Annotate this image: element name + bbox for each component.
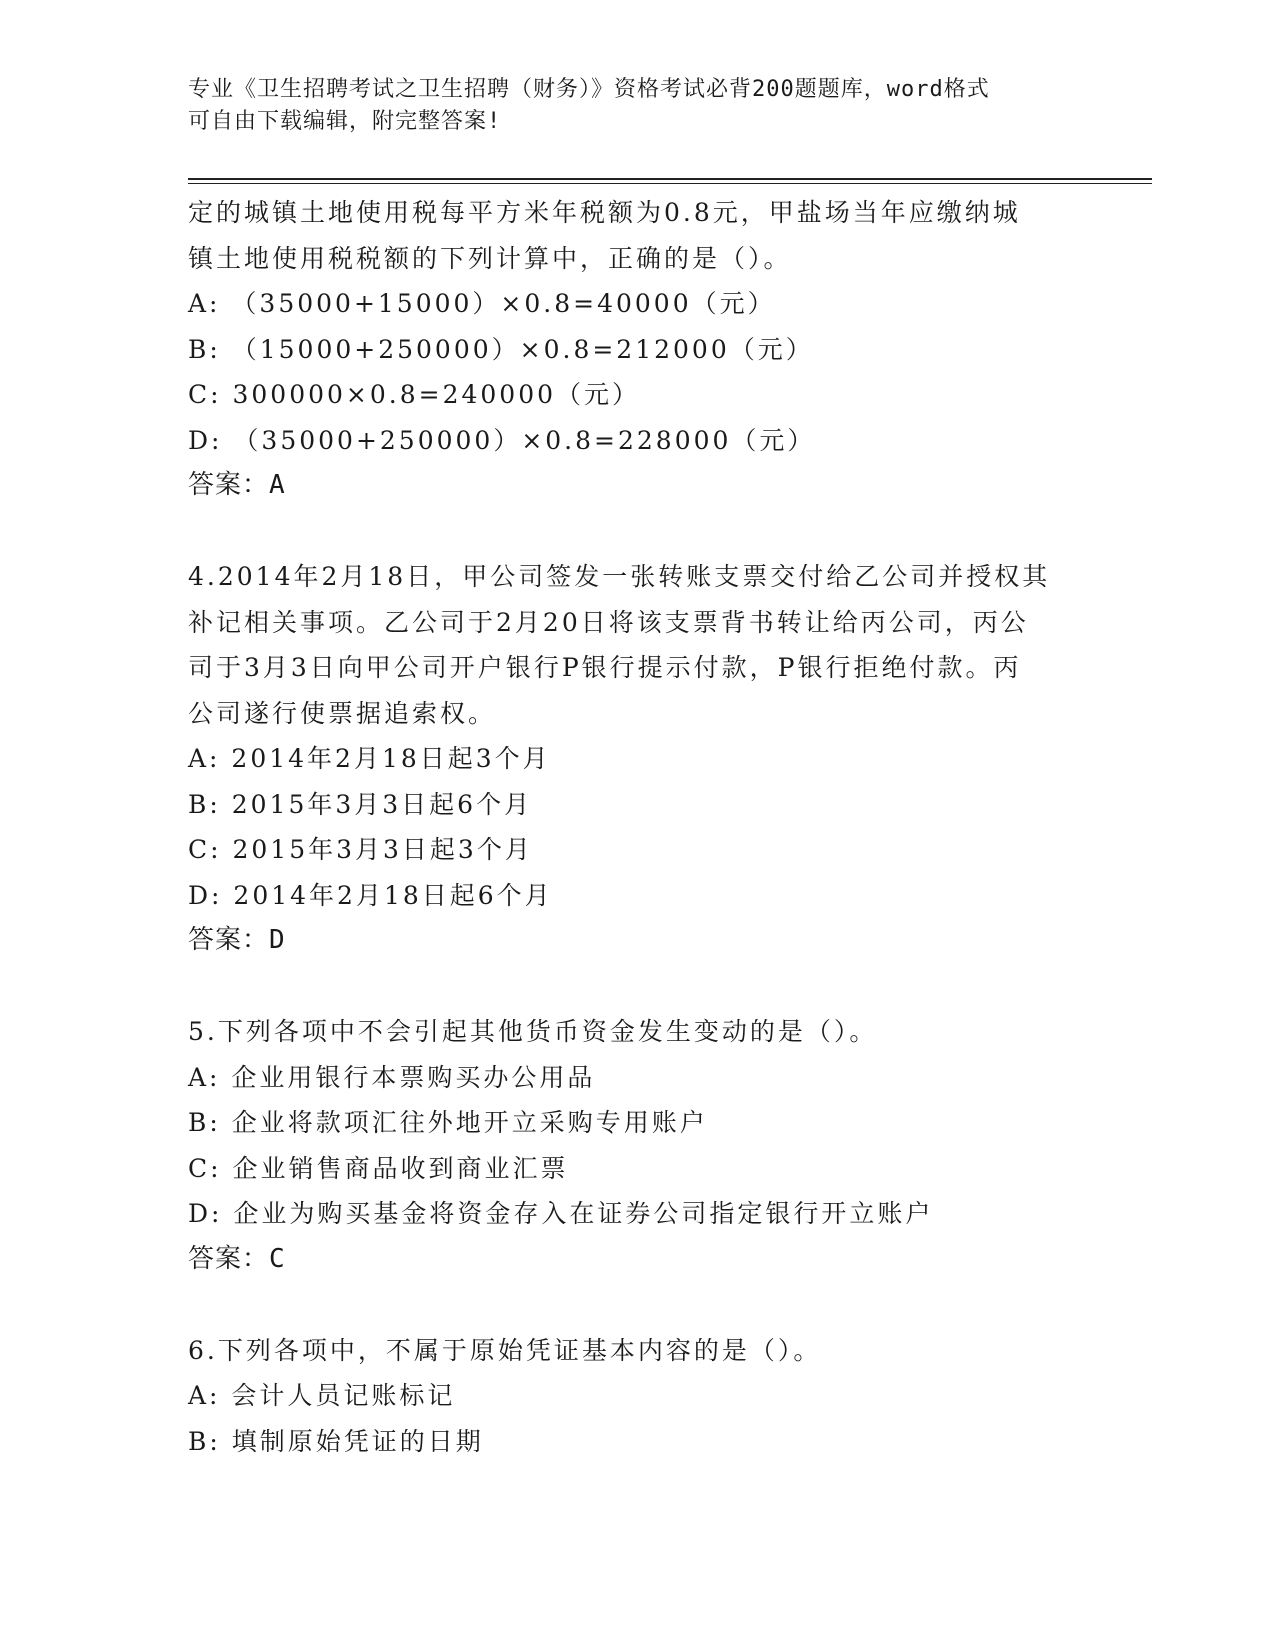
option-b: B: 2015年3月3日起6个月 <box>188 789 533 819</box>
question-5 <box>188 1009 1088 1282</box>
option-c: C: 企业销售商品收到商业汇票 <box>188 1153 569 1183</box>
question-stem-line: 定的城镇土地使用税每平方米年税额为0.8元，甲盐场当年应缴纳城 <box>188 198 1021 227</box>
question-6 <box>188 1328 1088 1465</box>
question-stem-line: 5.下列各项中不会引起其他货币资金发生变动的是（）。 <box>188 1017 878 1046</box>
header-divider-thick <box>188 178 1152 180</box>
option-d: D: 企业为购买基金将资金存入在证券公司指定银行开立账户 <box>188 1199 934 1228</box>
question-stem-line: 4.2014年2月18日，甲公司签发一张转账支票交付给乙公司并授权其 <box>188 562 1051 591</box>
page-header <box>188 74 1068 138</box>
question-stem-line: 司于3月3日向甲公司开户银行P银行提示付款，P银行拒绝付款。丙 <box>188 653 1022 682</box>
spacer <box>188 1282 1088 1328</box>
option-b: B: 企业将款项汇往外地开立采购专用账户 <box>188 1108 708 1137</box>
question-4 <box>188 554 1088 964</box>
answer: 答案：D <box>188 925 286 955</box>
header-line-2: 可自由下载编辑，附完整答案! <box>188 109 502 134</box>
option-c: C: 300000×0.8=240000（元） <box>188 380 641 409</box>
question-stem-line: 公司遂行使票据追索权。 <box>188 698 497 728</box>
option-c: C: 2015年3月3日起3个月 <box>188 835 533 864</box>
option-d: D: 2014年2月18日起6个月 <box>188 880 553 910</box>
option-d: D: （35000+250000）×0.8=228000（元） <box>188 425 816 455</box>
option-a: A: （35000+15000）×0.8=40000（元） <box>188 289 776 318</box>
option-a: A: 会计人员记账标记 <box>188 1381 456 1410</box>
option-a: A: 2014年2月18日起3个月 <box>188 744 551 773</box>
question-stem-line: 镇土地使用税税额的下列计算中，正确的是（）。 <box>188 243 792 273</box>
option-b: B: 填制原始凭证的日期 <box>188 1426 484 1456</box>
header-divider-thin <box>188 183 1152 184</box>
question-3 <box>188 190 1088 509</box>
question-list <box>188 190 1088 1464</box>
header-line-1: 专业《卫生招聘考试之卫生招聘（财务）》资格考试必背200题题库，word格式 <box>188 77 990 102</box>
spacer <box>188 509 1088 555</box>
spacer <box>188 964 1088 1010</box>
answer: 答案：C <box>188 1243 286 1274</box>
question-stem-line: 6.下列各项中，不属于原始凭证基本内容的是（）。 <box>188 1335 822 1365</box>
answer: 答案：A <box>188 470 286 500</box>
question-stem-line: 补记相关事项。乙公司于2月20日将该支票背书转让给丙公司，丙公 <box>188 607 1029 637</box>
option-b: B: （15000+250000）×0.8=212000（元） <box>188 334 814 364</box>
option-a: A: 企业用银行本票购买办公用品 <box>188 1062 596 1092</box>
